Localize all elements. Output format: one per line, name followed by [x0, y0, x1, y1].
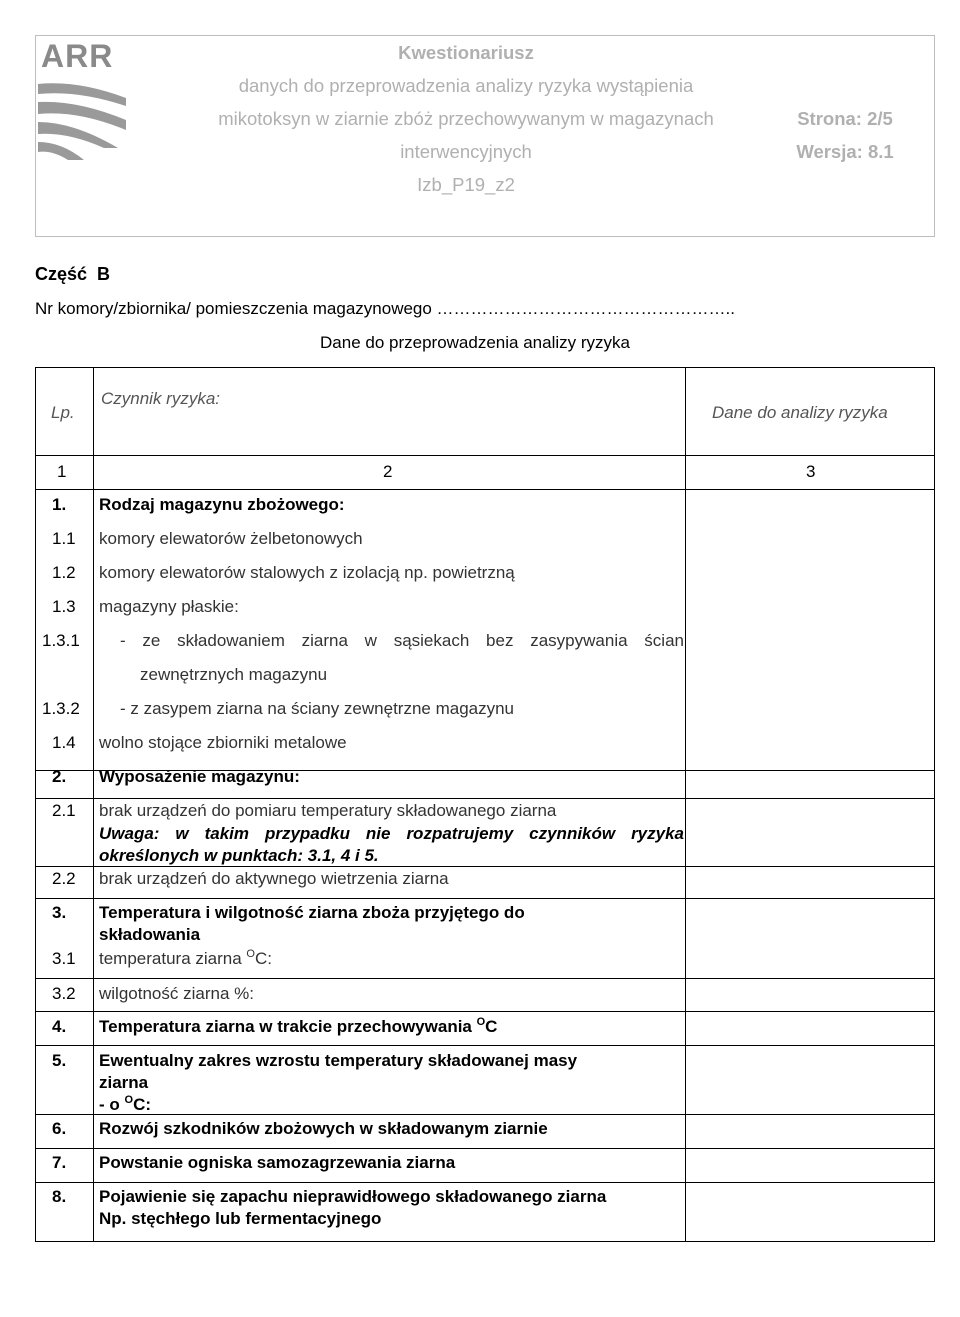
meta-block — [756, 102, 934, 168]
row-lp: 4. — [52, 1017, 67, 1036]
row-divider — [36, 1114, 934, 1115]
row-text: - z zasypem ziarna na ściany zewnętrzne magazynu — [120, 699, 515, 718]
row-lp: 1. — [52, 495, 67, 514]
row-lp: 5. — [52, 1051, 67, 1070]
row-text-cont: ziarna — [99, 1073, 149, 1092]
col-divider-1 — [93, 368, 94, 1241]
row-divider — [36, 1182, 934, 1183]
row-lp: 2.2 — [52, 869, 76, 888]
row-lp: 3. — [52, 903, 67, 922]
row-divider — [36, 1045, 934, 1046]
row-text-cont: Np. stęchłego lub fermentacyjnego — [99, 1209, 382, 1228]
row-text-cont: zewnętrznych magazynu — [140, 665, 328, 684]
row-lp: 2.1 — [52, 801, 76, 820]
row-lp: 6. — [52, 1119, 67, 1138]
row-lp: 1.3.2 — [42, 699, 80, 718]
doc-subtitle-3: interwencyjnych — [400, 141, 532, 162]
col-num-2: 2 — [383, 462, 393, 481]
storage-number-field: Nr komory/zbiornika/ pomieszczenia magazynowego …………………………………………….. — [35, 299, 736, 318]
row-text: wolno stojące zbiorniki metalowe — [99, 733, 347, 752]
row-lp: 7. — [52, 1153, 67, 1172]
col-divider-2 — [685, 368, 686, 1241]
row-text: brak urządzeń do pomiaru temperatury składowanego ziarna — [99, 801, 557, 820]
row-text: komory elewatorów stalowych z izolacją np. powietrzną — [99, 563, 515, 582]
row-divider — [36, 1011, 934, 1012]
row-text: Rozwój szkodników zbożowych w składowanym ziarnie — [99, 1119, 548, 1138]
row-text: Temperatura ziarna w trakcie przechowywania $^O$C — [99, 1016, 498, 1036]
row-divider — [36, 1148, 934, 1149]
col-num-1: 1 — [57, 462, 67, 481]
doc-subtitle-1: danych do przeprowadzenia analizy ryzyka wystąpienia — [238, 75, 694, 96]
header-lp: Lp. — [51, 403, 75, 422]
header-factor: Czynnik ryzyka: — [101, 389, 221, 408]
row-lp: 2. — [52, 767, 67, 786]
section-title: Część B — [35, 264, 111, 284]
col-num-3: 3 — [806, 462, 816, 481]
row-divider — [36, 798, 934, 799]
row-lp: 1.3.1 — [42, 631, 80, 650]
row-lp: 1.4 — [52, 733, 76, 752]
row-text: wilgotność ziarna %: — [99, 984, 254, 1003]
doc-subtitle-2: mikotoksyn w ziarnie zbóż przechowywanym w magazynach — [218, 108, 714, 129]
page-number: Strona: 2/5 — [797, 108, 893, 129]
analysis-heading: Dane do przeprowadzenia analizy ryzyka — [320, 333, 630, 352]
title-block — [146, 36, 786, 201]
arr-logo — [36, 36, 164, 236]
row-lp: 1.1 — [52, 529, 76, 548]
row-text-cont: składowania — [99, 925, 201, 944]
logo-wordmark: ARR — [41, 38, 114, 74]
row-text: komory elewatorów żelbetonowych — [99, 529, 363, 548]
row-text: Wyposażenie magazynu: — [99, 767, 300, 786]
row-text: Temperatura i wilgotność ziarna zboża przyjętego do — [99, 903, 525, 922]
row-divider — [36, 489, 934, 490]
row-divider — [36, 898, 934, 899]
row-divider — [36, 455, 934, 456]
row-text: brak urządzeń do aktywnego wietrzenia ziarna — [99, 869, 449, 888]
row-note: Uwaga: w takim przypadku nie rozpatrujemy czynników ryzyka — [99, 824, 684, 843]
row-lp: 3.2 — [52, 984, 76, 1003]
row-text-cont: - o $^O$C: — [99, 1094, 152, 1114]
row-lp: 1.2 — [52, 563, 76, 582]
field-stripes-icon — [38, 76, 128, 176]
doc-title: Kwestionariusz — [398, 42, 534, 63]
row-text: Pojawienie się zapachu nieprawidłowego składowanego ziarna — [99, 1187, 607, 1206]
row-text: Ewentualny zakres wzrostu temperatury składowanej masy — [99, 1051, 578, 1070]
header-data: Dane do analizy ryzyka — [712, 403, 888, 422]
doc-code: Izb_P19_z2 — [417, 174, 515, 195]
row-text: Powstanie ogniska samozagrzewania ziarna — [99, 1153, 456, 1172]
version: Wersja: 8.1 — [796, 141, 894, 162]
risk-table — [35, 367, 935, 1242]
row-text: magazyny płaskie: — [99, 597, 239, 616]
row-note-cont: określonych w punktach: 3.1, 4 i 5. — [99, 846, 379, 865]
row-divider — [36, 978, 934, 979]
row-text: temperatura ziarna $^O$C: — [99, 948, 272, 968]
row-lp: 1.3 — [52, 597, 76, 616]
row-lp: 8. — [52, 1187, 67, 1206]
row-text: - ze składowaniem ziarna w sąsiekach bez zasypywania ścian — [120, 631, 684, 650]
document-header — [35, 35, 935, 237]
row-text: Rodzaj magazynu zbożowego: — [99, 495, 345, 514]
row-lp: 3.1 — [52, 949, 76, 968]
